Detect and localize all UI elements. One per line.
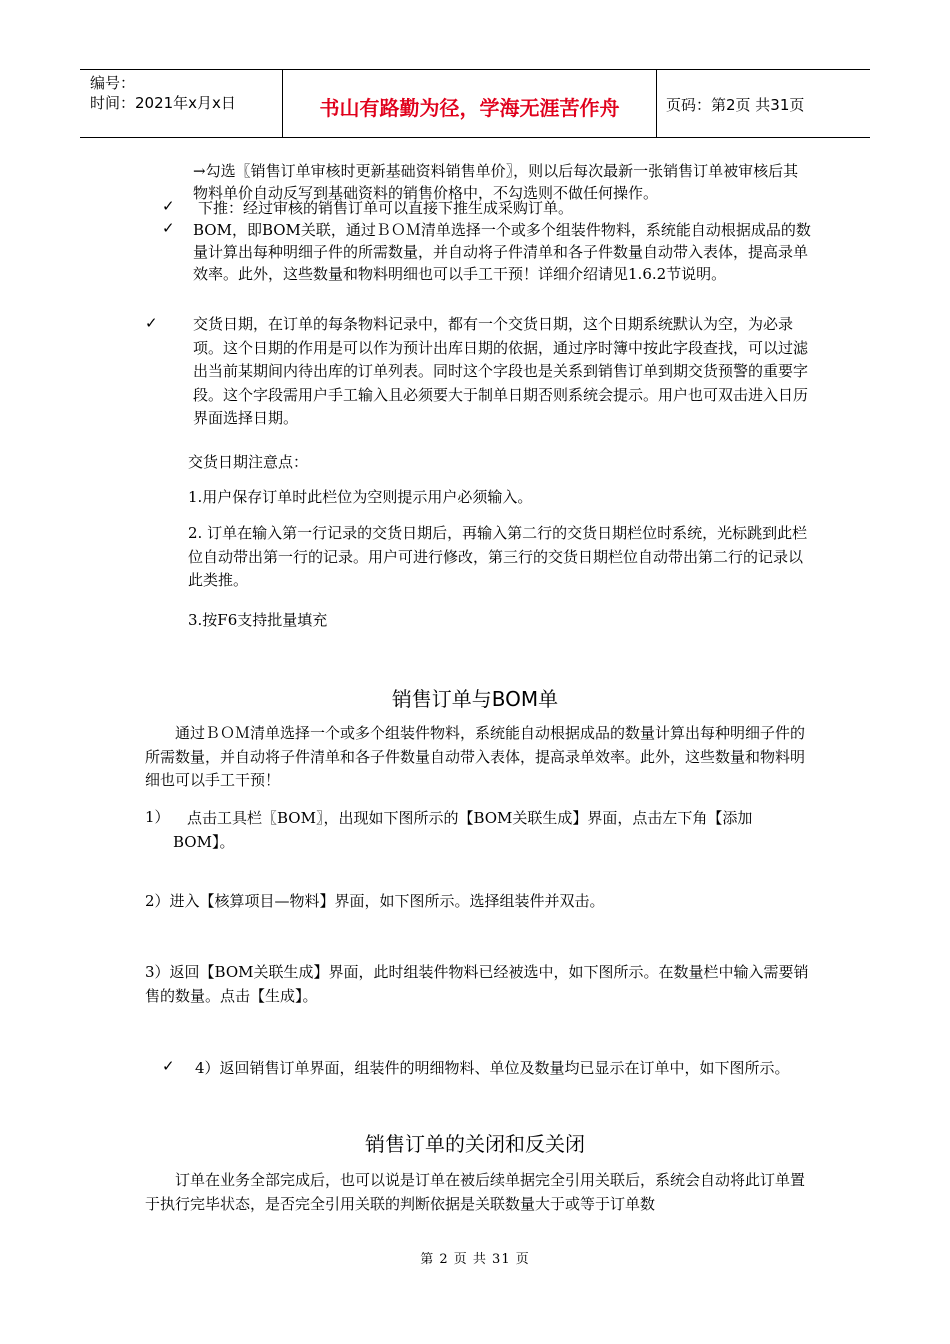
note-title: 交货日期注意点： — [188, 453, 309, 471]
note-item-1: 1.用户保存订单时此栏位为空则提示用户必须输入。 — [188, 488, 533, 506]
header-page-info: 页码：第2页 共31页 — [666, 96, 805, 114]
paragraph-bom-intro: 通过ＢＯＭ清单选择一个或多个组装件物料，系统能自动根据成品的数量计算出每种明细子件的所需数量，并自动将子件清单和各子件数量自动带入表体，提高录单效率。此外，这些数量和物料明细也可以手工干预！ — [145, 724, 806, 789]
section-title-bom: 销售订单与BOM单 — [391, 687, 559, 711]
bullet-delivery-date: 交货日期，在订单的每条物料记录中，都有一个交货日期，这个日期系统默认为空，为必录项。这个日期的作用是可以作为预计出库日期的依据，通过序时簿中按此字段查找，可以过滤出当前某期间内待出库的订单列表。同时这个字段也是关系到销售订单到期交货预警的重要字段。这个字段需用户手工输入且必须要大于制单日期否则系统会提示。用户也可双击进入日历界面选择日期。 — [193, 315, 809, 427]
bullet-push-down: 下推：经过审核的销售订单可以直接下推生成采购订单。 — [198, 199, 574, 217]
paragraph-close: 订单在业务全部完成后，也可以说是订单在被后续单据完全引用关联后，系统会自动将此订单置于执行完毕状态，是否完全引用关联的判断依据是关联数量大于或等于订单数 — [145, 1171, 806, 1213]
check-icon: ✓ — [162, 197, 175, 215]
step-2: 2）进入【核算项目—物料】界面，如下图所示。选择组装件并双击。 — [145, 892, 605, 910]
step-1: 点击工具栏〖BOM〗，出现如下图所示的【BOM关联生成】界面，点击左下角【添加BOM】。 — [173, 809, 753, 851]
check-icon: ✓ — [145, 314, 158, 332]
header-time-label: 时间：2021年x月x日 — [90, 94, 236, 112]
note-item-2: 2. 订单在输入第一行记录的交货日期后，再输入第二行的交货日期栏位时系统，光标跳到此栏位自动带出第一行的记录。用户可进行修改，第三行的交货日期栏位自动带出第二行的记录以此类推。 — [188, 524, 808, 589]
page-footer: 第 2 页 共 31 页 — [420, 1252, 530, 1267]
header-number-label: 编号： — [90, 74, 136, 92]
check-icon: ✓ — [162, 219, 175, 237]
paragraph-update-price: →勾选〖销售订单审核时更新基础资料销售单价〗，则以后每次最新一张销售订单被审核后其物料单价自动反写到基础资料的销售价格中，不勾选则不做任何操作。 — [193, 162, 799, 202]
header-meta — [90, 73, 236, 113]
check-icon: ✓ — [162, 1057, 175, 1075]
bullet-bom: BOM，即BOM关联，通过ＢＯＭ清单选择一个或多个组装件物料，系统能自动根据成品的数量计算出每种明细子件的所需数量，并自动将子件清单和各子件数量自动带入表体，提高录单效率。此外，这些数量和物料明细也可以手工干预！详细介绍请见1.6.2节说明。 — [193, 221, 811, 283]
header-divider — [656, 70, 657, 137]
step-3: 3）返回【BOM关联生成】界面，此时组装件物料已经被选中，如下图所示。在数量栏中输入需要销售的数量。点击【生成】。 — [145, 963, 809, 1005]
page-header — [80, 69, 870, 138]
section-title-close: 销售订单的关闭和反关闭 — [365, 1132, 585, 1156]
note-item-3: 3.按F6支持批量填充 — [188, 611, 328, 629]
step-1-number: 1） — [145, 808, 170, 826]
header-motto: 书山有路勤为径，学海无涯苦作舟 — [319, 96, 620, 120]
step-4: 4）返回销售订单界面，组装件的明细物料、单位及数量均已显示在订单中，如下图所示。 — [195, 1059, 790, 1077]
